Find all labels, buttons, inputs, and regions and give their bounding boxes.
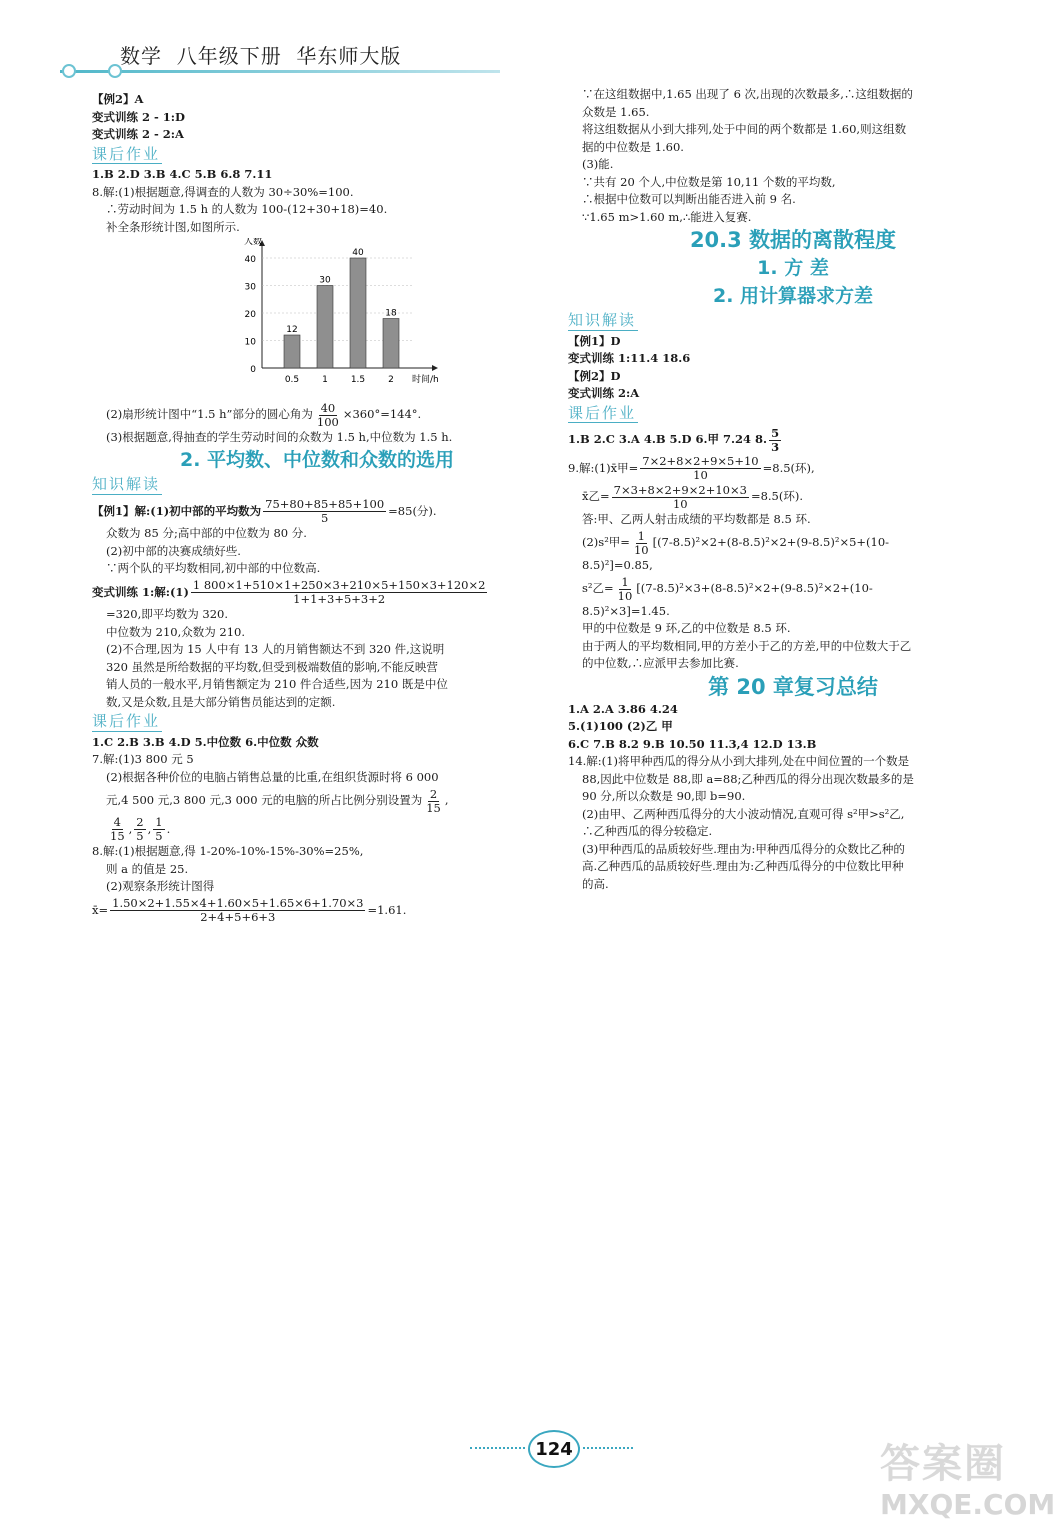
bar — [350, 258, 366, 368]
q9-line-8: 甲的中位数是 9 环,乙的中位数是 8.5 环. — [582, 621, 791, 635]
q8-frac-den: 100 — [316, 414, 339, 429]
q9-frac-1-num: 7×2+8×2+9×5+10 — [642, 454, 759, 468]
q9-line-7: 8.5)²×3]=1.45. — [582, 603, 670, 618]
q7-text-b: , — [444, 793, 449, 807]
example-1-frac-den: 5 — [320, 511, 329, 525]
q8b-line-4 — [92, 896, 542, 925]
knowledge-tag: 知识解读 — [92, 475, 161, 493]
q9-line-3: 答:甲、乙两人射击成绩的平均数都是 8.5 环. — [582, 511, 811, 526]
q8b-line-1: 8.解:(1)根据题意,得 1-20%-10%-15%-30%=25%, — [92, 844, 364, 858]
example-1-fraction — [263, 498, 386, 525]
review-line-8: ∴乙种西瓜的得分较稳定. — [582, 824, 713, 838]
hw-right-frac-den: 3 — [771, 439, 780, 454]
y-tick-label: 30 — [244, 282, 256, 293]
x-tick-label: 0.5 — [284, 375, 300, 385]
q7-fraction-4 — [153, 816, 164, 843]
variant-1-line-3: 中位数为 210,众数为 210. — [106, 624, 246, 639]
variant-1-frac-den: 1+1+3+5+3+2 — [293, 592, 386, 606]
q8-line-2: ∴劳动时间为 1.5 h 的人数为 100-(12+30+18)=40. — [106, 202, 388, 216]
q9-text-c: x̄乙= — [582, 489, 610, 503]
homework-2-answers: 1.C 2.B 3.B 4.D 5.中位数 6.中位数 众数 — [92, 734, 319, 749]
k-line-4: 变式训练 2:A — [568, 386, 640, 400]
section-20-3-sub-1: 1. 方 差 — [757, 257, 829, 279]
q9-line-9: 由于两人的平均数相同,甲的方差小于乙的方差,甲的中位数大于乙 — [582, 638, 912, 653]
header-circle-left — [62, 64, 76, 78]
q7-frac-1-den: 15 — [426, 800, 441, 815]
q9-4-text-b: [(7-8.5)²×2+(8-8.5)²×2+(9-8.5)²×5+(10- — [652, 535, 890, 549]
q9-fraction-1 — [640, 455, 760, 482]
q8-line-3: 补全条形统计图,如图所示. — [106, 219, 240, 234]
hw-right-line-1 — [568, 425, 1018, 454]
q8b-frac-num: 1.50×2+1.55×4+1.60×5+1.65×6+1.70×3 — [112, 896, 364, 910]
variant-1-fraction — [191, 579, 488, 606]
example-1-line-3: (2)初中部的决赛成绩好些. — [106, 543, 241, 558]
variant-1-line-1 — [92, 578, 542, 607]
q9-text-d: =8.5(环). — [750, 489, 803, 503]
page-header — [60, 40, 500, 80]
bar-value-label: 12 — [286, 325, 298, 335]
variant-1-line-6: 销人员的一般水平,月销售额定为 210 件合适些,因为 210 既是中位 — [106, 677, 448, 691]
review-line-9: (3)甲种西瓜的品质较好些.理由为:甲种西瓜得分的众数比乙种的 — [582, 841, 905, 856]
q9-6-frac-num: 1 — [621, 574, 629, 589]
variant-1-line-4: (2)不合理,因为 15 人中有 13 人的月销售额达不到 320 件,这说明 — [106, 642, 445, 656]
q8-text-a: (2)扇形统计图中“1.5 h”部分的圆心角为 — [106, 407, 313, 421]
q8b-line-2: 则 a 的值是 25. — [106, 861, 189, 876]
q9-6-text-a: s²乙= — [582, 581, 614, 595]
q7-fraction-2 — [108, 816, 127, 843]
y-tick-label: 10 — [244, 337, 256, 348]
r-line-6: ∵共有 20 个人,中位数是第 10,11 个数的平均数, — [582, 174, 836, 189]
example-1-line-1 — [92, 497, 542, 526]
header-rule — [60, 70, 500, 73]
x-axis-arrow — [432, 365, 438, 371]
review-line-5: 88,因此中位数是 88,即 a=88;乙种西瓜的得分出现次数最多的是 — [582, 771, 914, 786]
review-line-4: 14.解:(1)将甲种西瓜的得分从小到大排列,处在中间位置的一个数是 — [568, 754, 910, 768]
review-line-7: (2)由甲、乙两种西瓜得分的大小波动情况,直观可得 s²甲>s²乙, — [582, 806, 905, 821]
q7-line-4: $\frac{4}{15}$ , $\frac{2}{5}$ , $\frac{1}{5}$ . — [110, 815, 171, 843]
q7-frac-2-num: 4 — [113, 815, 121, 829]
x-tick-label: 2 — [388, 375, 394, 385]
q7-frac-3-den: 5 — [136, 829, 144, 843]
y-tick-label: 20 — [244, 310, 256, 320]
watermark-logo — [880, 1440, 1055, 1535]
q9-frac-1-den: 10 — [693, 468, 708, 482]
q9-line-2 — [568, 482, 1018, 511]
q9-4-frac-num: 1 — [637, 528, 645, 543]
variant-1-line-5: 320 虽然是所给数据的平均数,但受到极端数值的影响,不能反映营 — [106, 659, 438, 674]
footer-dots-left — [470, 1447, 525, 1449]
q9-frac-2-num: 7×3+8×2+9×2+10×3 — [613, 482, 747, 497]
q9-line-6 — [568, 574, 1018, 603]
q9-6-text-b: [(7-8.5)²×3+(8-8.5)²×2+(9-8.5)²×2+(10- — [636, 581, 873, 595]
bar — [317, 286, 333, 369]
x-tick-label: 1 — [322, 375, 328, 385]
q8b-fraction — [110, 897, 365, 924]
q9-line-5: 8.5)²]=0.85, — [582, 557, 653, 572]
y-axis-label: 人数 — [244, 238, 263, 247]
chapter-review-title: 第 20 章复习总结 — [708, 674, 878, 699]
r-line-4: 据的中位数是 1.60. — [582, 139, 684, 154]
y-tick-label: 0 — [250, 365, 256, 375]
bar-value-label: 30 — [319, 275, 331, 286]
hw-right-frac-num: 5 — [771, 425, 780, 440]
q7-line-3 — [92, 786, 542, 815]
q7-frac-3-num: 2 — [136, 815, 144, 829]
r-line-1: ∵在这组数据中,1.65 出现了 6 次,出现的次数最多,∴这组数据的 — [582, 87, 913, 101]
homework-tag: 课后作业 — [92, 144, 161, 163]
bar-value-label: 40 — [352, 248, 364, 258]
example-1-text-b: =85(分). — [388, 503, 437, 518]
page-number: 124 — [528, 1430, 580, 1468]
q9-4-text-a: (2)s²甲= — [582, 535, 630, 549]
q9-text-a: 9.解:(1)x̄甲= — [568, 460, 639, 475]
r-line-8: ∵1.65 m>1.60 m,∴能进入复赛. — [582, 209, 752, 224]
right-column — [568, 86, 1018, 893]
q8b-line-3: (2)观察条形统计图得 — [106, 879, 215, 893]
q9-6-fraction — [616, 576, 635, 603]
q9-4-fraction — [632, 530, 651, 557]
q9-4-frac-den: 10 — [633, 542, 649, 557]
k-line-2: 变式训练 1:11.4 18.6 — [568, 351, 691, 365]
review-line-11: 的高. — [582, 876, 609, 891]
q7-frac-4-den: 5 — [155, 829, 163, 843]
q9-text-b: =8.5(环), — [762, 460, 815, 475]
bar-value-label: 18 — [385, 308, 397, 319]
k-line-3: 【例2】D — [568, 368, 621, 383]
review-line-10: 高.乙种西瓜的品质较好些.理由为:乙种西瓜得分的中位数比甲种 — [582, 859, 904, 873]
q7-frac-2-den: 15 — [110, 829, 125, 843]
q8-fraction — [315, 402, 341, 429]
knowledge-tag-right: 知识解读 — [568, 311, 637, 329]
example-1-text-a: 【例1】解:(1)初中部的平均数为 — [92, 503, 262, 518]
hw-right-text: 1.B 2.C 3.A 4.B 5.D 6.甲 7.24 8. — [568, 432, 768, 446]
watermark-bottom: MXQE.COM — [880, 1488, 1056, 1521]
k-line-1: 【例1】D — [568, 333, 621, 348]
variant-1-line-2: =320,即平均数为 320. — [106, 607, 229, 621]
q8b-frac-den: 2+4+5+6+3 — [200, 910, 276, 924]
page-footer — [470, 1425, 630, 1465]
q7-line-2: (2)根据各种价位的电脑占销售总量的比重,在组织货源时将 6 000 — [106, 769, 439, 784]
section-2-title: 2. 平均数、中位数和众数的选用 — [179, 449, 455, 471]
q7-frac-1-num: 2 — [429, 786, 438, 801]
homework-answers: 1.B 2.D 3.B 4.C 5.B 6.8 7.11 — [92, 167, 273, 181]
bar — [383, 319, 399, 369]
section-20-3-sub-2: 2. 用计算器求方差 — [712, 285, 874, 307]
r-line-7: ∴根据中位数可以判断出能否进入前 9 名. — [582, 192, 796, 206]
r-line-3: 将这组数据从小到大排列,处于中间的两个数都是 1.60,则这组数 — [582, 122, 907, 136]
header-circle-mid — [108, 64, 122, 78]
section-20-3-title: 20.3 数据的离散程度 — [689, 228, 897, 252]
example-1-line-2: 众数为 85 分;高中部的中位数为 80 分. — [106, 526, 307, 540]
q9-line-10: 的中位数,∴应派甲去参加比赛. — [582, 656, 739, 670]
review-line-6: 90 分,所以众数是 90,即 b=90. — [582, 789, 746, 803]
header-title: 数学 八年级下册 华东师大版 — [120, 44, 402, 68]
homework-tag-2: 课后作业 — [92, 712, 161, 730]
q9-fraction-2 — [612, 484, 749, 511]
q7-line-1: 7.解:(1)3 800 元 5 — [92, 752, 194, 766]
q8-line-5: (3)根据题意,得抽查的学生劳动时间的众数为 1.5 h,中位数为 1.5 h. — [106, 429, 453, 444]
review-line-3: 6.C 7.B 8.2 9.B 10.50 11.3,4 12.D 13.B — [568, 736, 817, 751]
variant-2-1: 变式训练 2 - 1:D — [92, 109, 186, 124]
review-line-1: 1.A 2.A 3.86 4.24 — [568, 701, 678, 716]
q9-line-4 — [568, 528, 1018, 557]
bar — [284, 335, 300, 368]
bar-chart-svg — [232, 238, 472, 398]
variant-2-2: 变式训练 2 - 2:A — [92, 127, 184, 141]
q8-line-4 — [92, 400, 542, 429]
example-2-answer: 【例2】A — [92, 92, 144, 106]
q8-text-b: ×360°=144°. — [342, 407, 422, 421]
q7-fraction-1 — [424, 788, 443, 815]
q9-frac-2-den: 10 — [672, 496, 688, 511]
q8b-text-a: x̄= — [92, 902, 109, 917]
y-tick-label: 40 — [244, 255, 256, 265]
homework-tag-right: 课后作业 — [568, 403, 637, 422]
q7-text-a: 元,4 500 元,3 800 元,3 000 元的电脑的所占比例分别设置为 — [106, 793, 423, 807]
footer-dots-right — [578, 1447, 633, 1449]
hw-right-fraction — [769, 427, 781, 454]
r-line-5: (3)能. — [582, 157, 614, 171]
q8-frac-num: 40 — [320, 400, 336, 415]
bar-chart — [232, 238, 472, 398]
x-tick-label: 1.5 — [350, 375, 366, 385]
q9-6-frac-den: 10 — [617, 588, 633, 603]
left-column — [92, 91, 542, 924]
r-line-2: 众数是 1.65. — [582, 104, 650, 119]
q9-line-1 — [568, 454, 1018, 483]
q7-fraction-3 — [134, 816, 145, 843]
variant-1-line-7: 数,又是众数,且是大部分销售员能达到的定额. — [106, 694, 336, 709]
review-line-2: 5.(1)100 (2)乙 甲 — [568, 719, 673, 733]
example-1-line-4: ∵两个队的平均数相同,初中部的中位数高. — [106, 561, 321, 575]
x-axis-label: 时间/h — [412, 375, 439, 385]
variant-1-frac-num: 1 800×1+510×1+250×3+210×5+150×3+120×2 — [192, 578, 486, 592]
watermark-top: 答案圈 — [880, 1441, 1006, 1487]
example-1-frac-num: 75+80+85+85+100 — [265, 497, 385, 511]
q8-line-1: 8.解:(1)根据题意,得调查的人数为 30÷30%=100. — [92, 184, 354, 199]
q7-frac-4-num: 1 — [155, 815, 163, 829]
variant-1-text-a: 变式训练 1:解:(1) — [92, 584, 189, 599]
q8b-text-b: =1.61. — [367, 902, 407, 917]
